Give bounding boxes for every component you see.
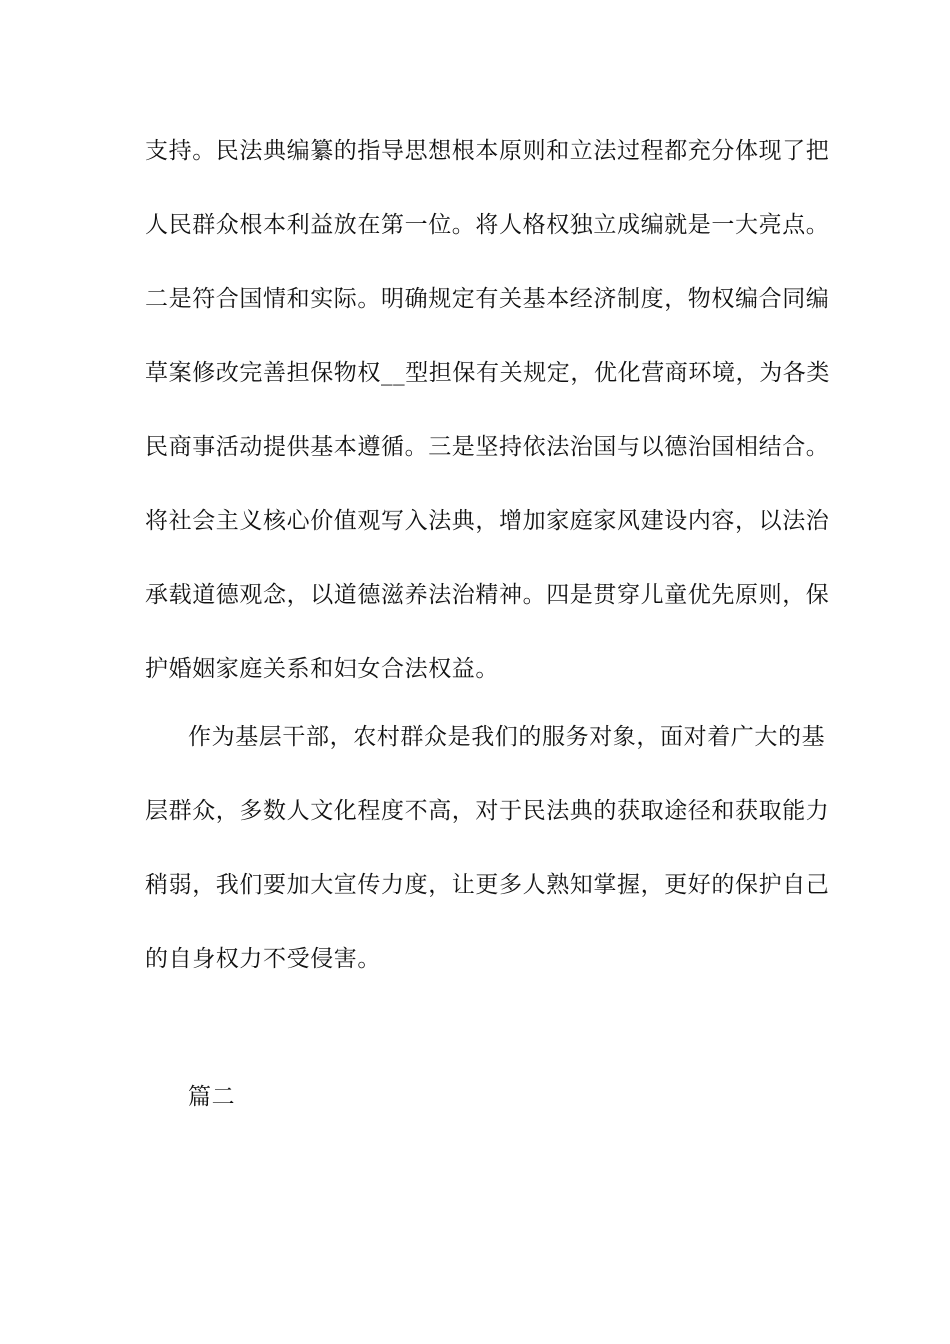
paragraph-2-line-2: 层群众，多数人文化程度不高，对于民法典的获取途径和获取能力: [145, 798, 830, 824]
paragraph-1-line-5: 民商事活动提供基本遵循。三是坚持依法治国与以德治国相结合。: [145, 434, 830, 460]
paragraph-2-line-3: 稍弱，我们要加大宣传力度，让更多人熟知掌握，更好的保护自己: [145, 872, 830, 898]
paragraph-1-line-3: 二是符合国情和实际。明确规定有关基本经济制度，物权编合同编: [145, 286, 830, 312]
paragraph-2-line-4: 的自身权力不受侵害。: [145, 946, 381, 972]
paragraph-1-line-7: 承载道德观念，以道德滋养法治精神。四是贯穿儿童优先原则，保: [145, 582, 830, 608]
paragraph-1-line-4: 草案修改完善担保物权__型担保有关规定，优化营商环境，为各类: [145, 360, 830, 386]
section-heading: 篇二: [188, 1084, 236, 1110]
paragraph-1-line-6: 将社会主义核心价值观写入法典，增加家庭家风建设内容，以法治: [145, 508, 830, 534]
paragraph-2-line-1: 作为基层干部，农村群众是我们的服务对象，面对着广大的基: [188, 724, 826, 750]
paragraph-1-line-2: 人民群众根本利益放在第一位。将人格权独立成编就是一大亮点。: [145, 212, 830, 238]
paragraph-1-line-8: 护婚姻家庭关系和妇女合法权益。: [145, 656, 499, 682]
paragraph-1-line-1: 支持。民法典编纂的指导思想根本原则和立法过程都充分体现了把: [145, 138, 830, 164]
